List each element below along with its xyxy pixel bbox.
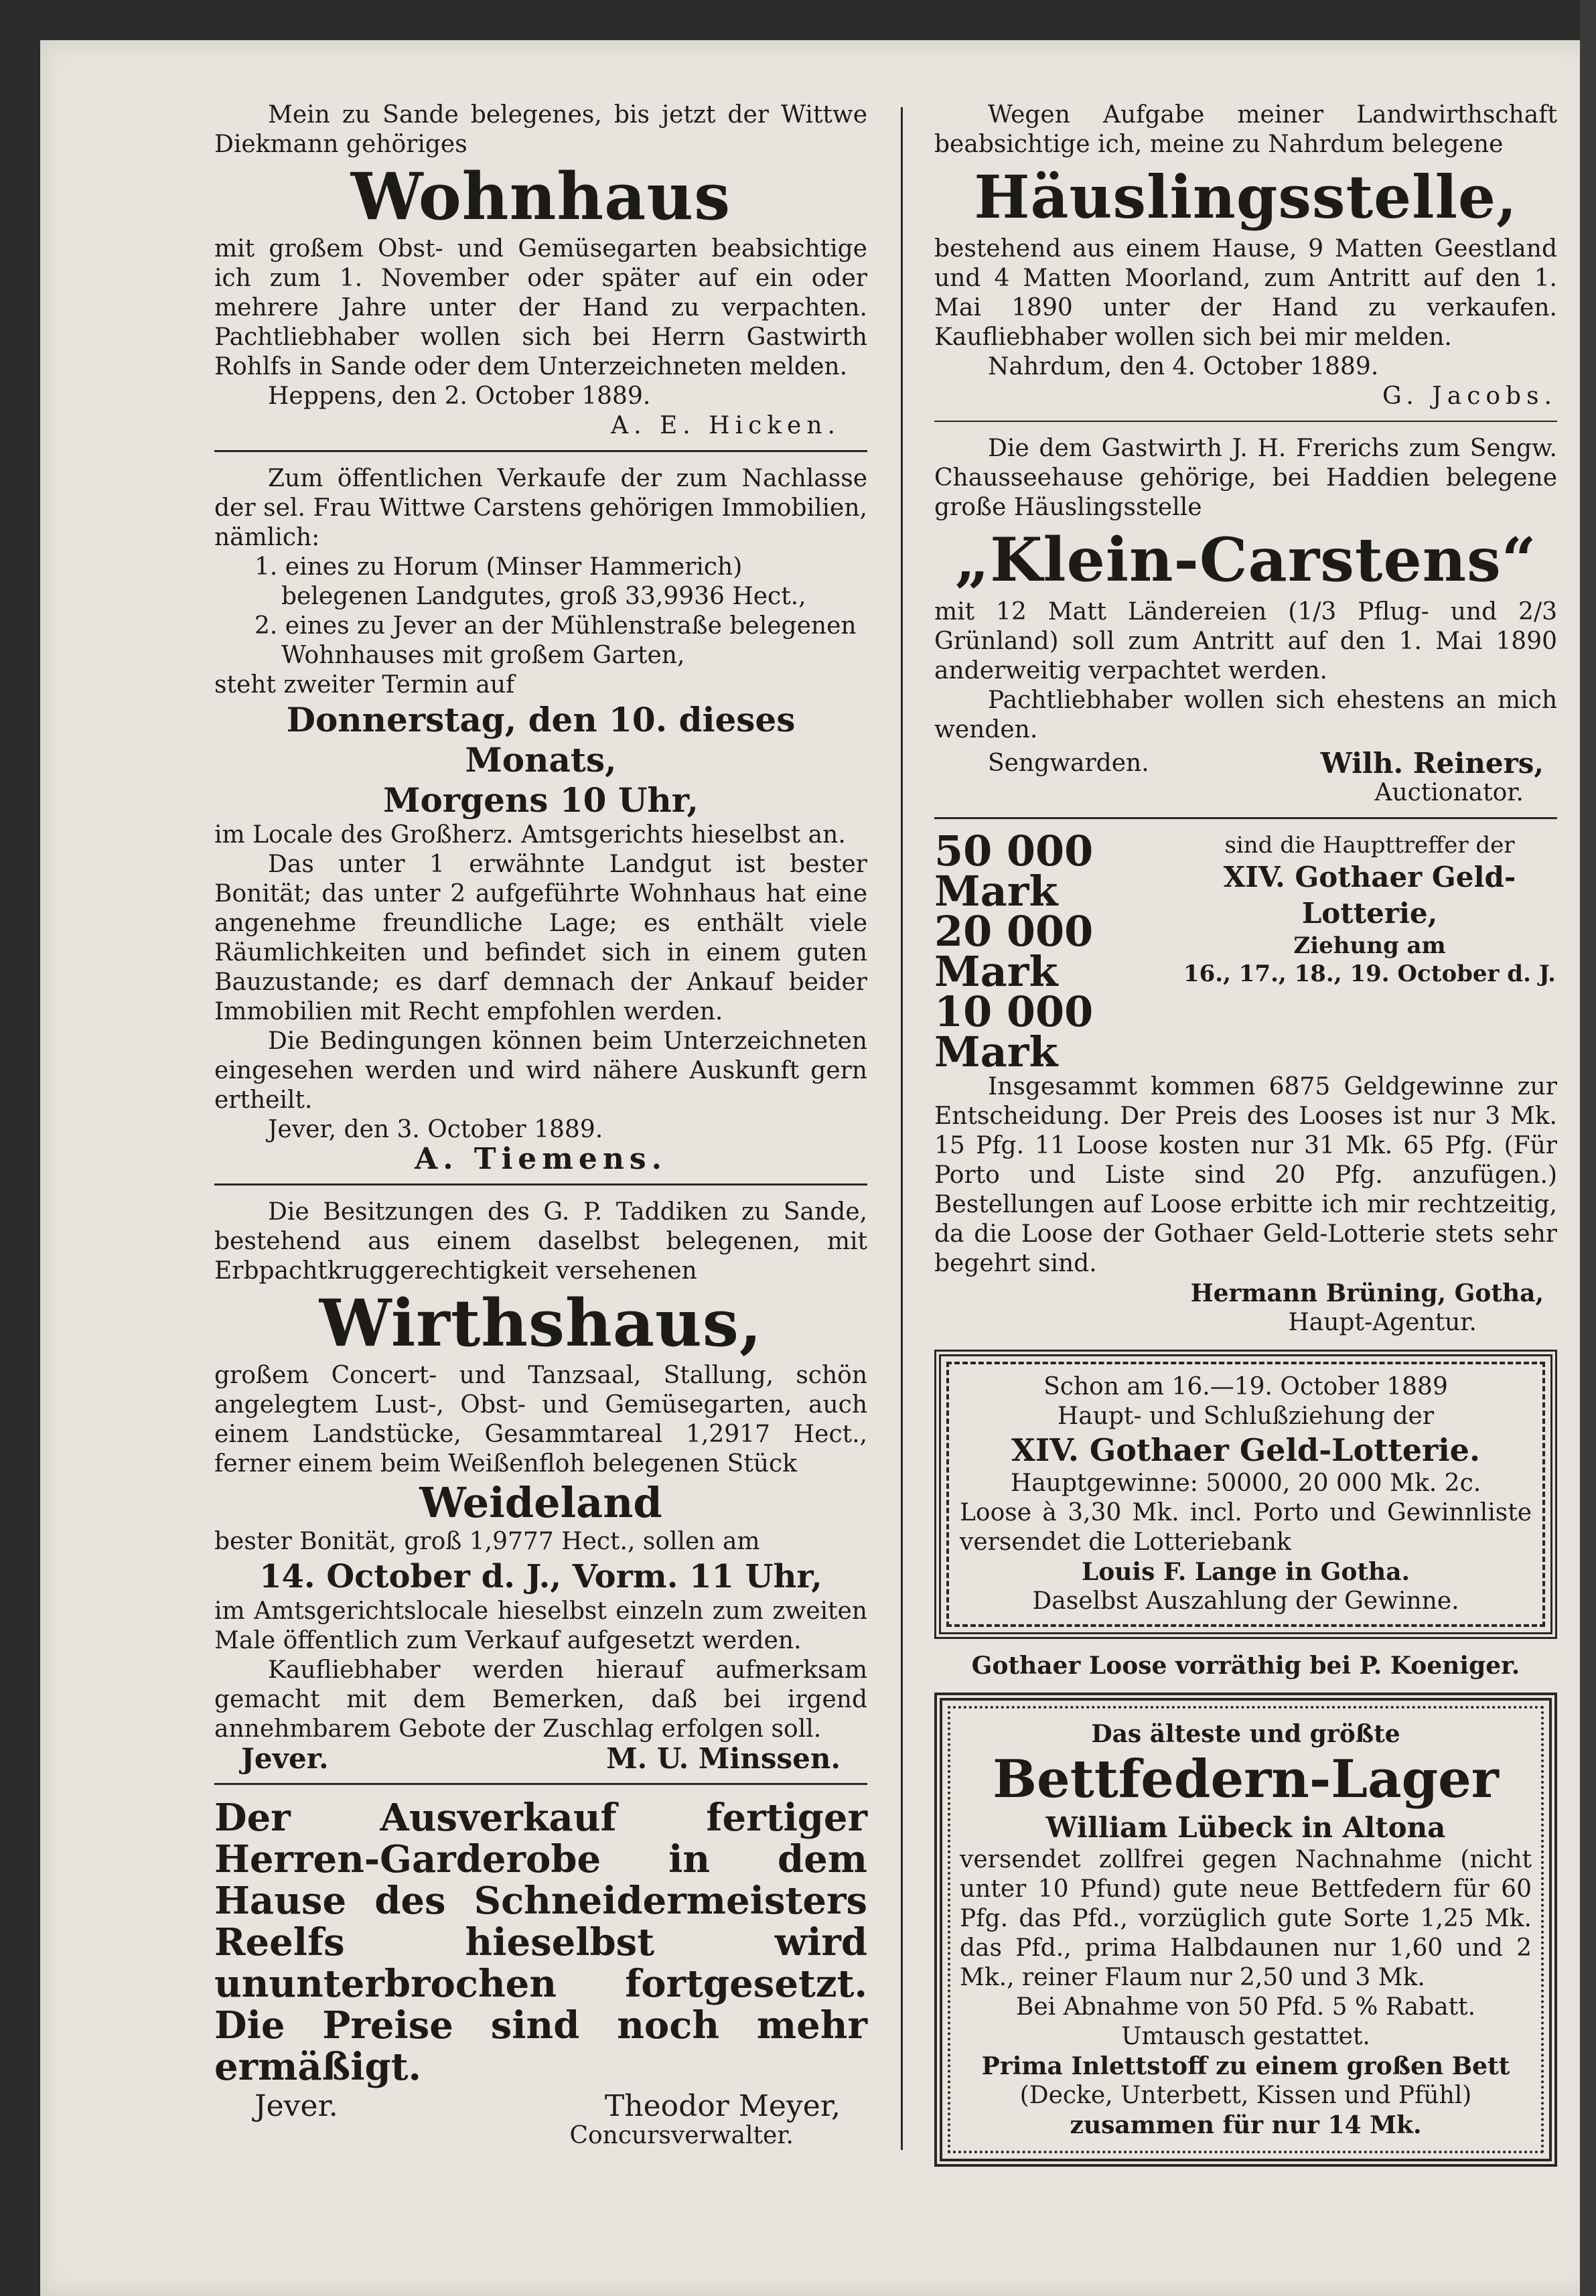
ad-klein-carstens [934, 434, 1557, 808]
ad-body: Insgesammt kommen 6875 Geldgewinne zur Entscheidung. Der Preis des Looses ist nur 3 Mk. 15 Pfg. 11 Loose kosten nur 31 Mk. 65 Pfg. (Für Porto und Liste sind 20 Pfg. anzufügen.) Bestellungen auf Loose erbitte ich mir rechtzeitig, da die Loose der Gothaer Geld-Lotterie stets sehr begehrt sind. [934, 1073, 1557, 1277]
ad-bettfedern [934, 1693, 1557, 2167]
prize-amount: 10 000 Mark [934, 987, 1094, 1076]
ad-dateline: Heppens, den 2. October 1889. [268, 382, 651, 410]
ad-body-4: Kaufliebhaber werden hierauf aufmerksam gemacht mit dem Bemerken, daß bei irgend annehmbarem Gebote der Zuschlag erfolgen soll. [214, 1656, 867, 1743]
ad-line: Umtausch gestattet. [1121, 2023, 1370, 2050]
scan-edge [1580, 0, 1596, 2296]
ad-role: Haupt-Agentur. [1288, 1309, 1477, 1336]
ad-signature: Theodor Meyer, [604, 2089, 841, 2123]
ad-title: „Klein-Carstens“ [954, 524, 1537, 595]
ad-title: Bettfedern-Lager [993, 1749, 1499, 1810]
ad-company: William Lübeck in Altona [1045, 1811, 1446, 1844]
ad-lotterie-lange [934, 1350, 1557, 1639]
ad-text: Der Ausverkauf fertiger Herren-Garderobe in dem Hause des Schneidermeisters Reelfs hieselbst wird ununterbrochen fortgesetzt. Die Preise sind noch mehr ermäßigt. [214, 1796, 867, 2089]
ad-body: Das unter 1 erwähnte Landgut ist bester Bonität; das unter 2 aufgeführte Wohnhaus hat eine angenehme freundliche Lage; es enthält viele Räumlichkeiten und befindet sich in einem guten Bauzustande; es darf demnach der Ankauf beider Immobilien mit Recht empfohlen werden. [214, 851, 867, 1025]
ad-role: Auctionator. [1374, 779, 1524, 806]
ad-signature: G. Jacobs. [1382, 382, 1557, 410]
ad-intro: Zum öffentlichen Verkaufe der zum Nachlasse der sel. Frau Wittwe Carstens gehörigen Immobilien, nämlich: [214, 465, 867, 551]
ad-body: großem Concert- und Tanzsaal, Stallung, schön angelegtem Lust-, Obst- und Gemüsegarten, auch einem Landstücke, Gesammtareal 1,2917 Hect., ferner einem beim Weißenfloh belegenen Stück [214, 1362, 867, 1478]
ad-koeniger: Gothaer Loose vorräthig bei P. Koeniger. [971, 1652, 1520, 1680]
lottery-line: Haupt- und Schlußziehung der [1057, 1403, 1435, 1430]
ad-intro: Die dem Gastwirth J. H. Frerichs zum Sengw. Chausseehause gehörige, bei Haddien belegene große Häuslingsstelle [934, 435, 1557, 521]
ad-line: Bei Abnahme von 50 Pfd. 5 % Rabatt. [1015, 1993, 1476, 2021]
left-column [214, 100, 867, 2151]
lottery-prizes: Hauptgewinne: 50000, 20 000 Mk. 2c. [1010, 1469, 1481, 1497]
separator [214, 1183, 867, 1186]
ad-line: Prima Inlettstoff zu einem großen Bett [981, 2052, 1510, 2080]
ad-intro: Mein zu Sande belegenes, bis jetzt der Wittwe Diekmann gehöriges [214, 101, 867, 158]
ad-location: im Locale des Großherz. Amtsgerichts hieselbst an. [214, 821, 846, 849]
prize-amounts [934, 827, 1182, 1076]
ad-line: (Decke, Unterbett, Kissen und Pfühl) [1019, 2082, 1472, 2109]
prize-amount: 50 000 Mark [934, 827, 1094, 916]
list-item: 2. eines zu Jever an der Mühlenstraße belegenen Wohnhauses mit großem Garten, [255, 612, 857, 669]
ad-body-2: bester Bonität, groß 1,9777 Hect., sollen am [214, 1528, 760, 1555]
ad-haeuslingsstelle [934, 100, 1557, 411]
lottery-bank: Louis F. Lange in Gotha. [1081, 1558, 1410, 1586]
ad-body: mit großem Obst- und Gemüsegarten beabsichtige ich zum 1. November oder später auf ein oder mehrere Jahre unter der Hand zu verpachten. Pachtliebhaber wollen sich bei Herrn Gastwirth Rohlfs in Sande oder dem Unterzeichneten melden. [214, 235, 867, 380]
lottery-title: XIV. Gothaer Geld-Lotterie. [1011, 1432, 1480, 1468]
separator [934, 421, 1557, 422]
ad-title: Wirthshaus, [319, 1285, 763, 1361]
ad-lotterie-bruening [934, 827, 1557, 1338]
ad-body: versendet zollfrei gegen Nachnahme (nicht unter 10 Pfund) gute neue Bettfedern für 60 Pfg. das Pfd., vorzüglich gute Sorte 1,25 Mk. das Pfd., prima Halbdaunen nur 1,60 und 2 Mk., reiner Flaum nur 2,50 und 3 Mk. [960, 1846, 1532, 1991]
lottery-line: Loose à 3,30 Mk. incl. Porto und Gewinnliste versendet die Lotteriebank [960, 1499, 1532, 1556]
lottery-title: XIV. Gothaer Geld-Lotterie, [1223, 861, 1516, 930]
lottery-line: sind die Haupttreffer der [1224, 832, 1515, 859]
lottery-line: Schon am 16.—19. October 1889 [1043, 1373, 1448, 1401]
ad-footer [934, 745, 1557, 778]
ad-place: Jever. [241, 1742, 329, 1775]
draw-dates: 16., 17., 18., 19. October d. J. [1183, 960, 1556, 987]
ad-intro: Wegen Aufgabe meiner Landwirthschaft beabsichtige ich, meine zu Nahrdum belegene [934, 101, 1557, 158]
ad-wohnhaus [214, 100, 867, 441]
ad-footer [214, 1744, 867, 1774]
ad-dateline: Nahrdum, den 4. October 1889. [988, 353, 1379, 380]
ad-body-3: im Amtsgerichtslocale hieselbst einzeln zum zweiten Male öffentlich zum Verkauf aufgesetzt werden. [214, 1597, 867, 1654]
ad-pre-date: steht zweiter Termin auf [214, 671, 515, 699]
ad-signature: Wilh. Reiners, [1320, 747, 1544, 780]
ad-footer [214, 2088, 867, 2121]
ad-signature: A. E. Hicken. [611, 412, 841, 439]
ad-intro: Die Besitzungen des G. P. Taddiken zu Sande, bestehend aus einem daselbst belegenen, mit Erbpachtkruggerechtigkeit versehenen [214, 1198, 867, 1285]
draw-label: Ziehung am [1293, 932, 1446, 959]
ad-nachlass-verkauf [214, 464, 867, 1174]
auction-date: Donnerstag, den 10. dieses Monats, [286, 700, 796, 780]
ad-place: Jever. [255, 2089, 338, 2123]
separator [214, 1783, 867, 1785]
separator [214, 450, 867, 452]
ad-title: Wohnhaus [350, 159, 731, 234]
ad-signature: A. Tiemens. [415, 1142, 667, 1176]
ad-signature: Hermann Brüning, Gotha, [1190, 1279, 1544, 1307]
ad-body: bestehend aus einem Hause, 9 Matten Geestland und 4 Matten Moorland, zum Antritt auf den 1. Mai 1890 unter der Hand zu verkaufen. Kaufliebhaber wollen sich bei mir melden. [934, 235, 1557, 351]
list-item: 1. eines zu Horum (Minser Hammerich) belegenen Landgutes, groß 33,9936 Hect., [255, 553, 806, 610]
separator [934, 817, 1557, 819]
ad-title: Häuslingsstelle, [974, 162, 1518, 232]
right-column [934, 100, 1557, 2167]
ad-place: Sengwarden. [988, 749, 1149, 777]
ad-line: zusammen für nur 14 Mk. [1070, 2111, 1422, 2139]
item-list [214, 553, 867, 670]
ad-body: mit 12 Matt Ländereien (1/3 Pflug- und 2/3 Grünland) soll zum Antritt auf den 1. Mai 1890 anderweitig verpachtet werden. [934, 598, 1557, 685]
lottery-header [934, 827, 1557, 1076]
ad-line: Das älteste und größte [1091, 1720, 1400, 1748]
lottery-info [1182, 831, 1557, 988]
column-divider [901, 107, 903, 2150]
auction-date: 14. October d. J., Vorm. 11 Uhr, [259, 1558, 822, 1595]
ad-ausverkauf [214, 1797, 867, 2151]
ad-signature: M. U. Minssen. [606, 1742, 841, 1775]
ad-title-2: Weideland [419, 1478, 662, 1527]
ad-dateline: Jever, den 3. October 1889. [268, 1116, 603, 1143]
lottery-line: Daselbst Auszahlung der Gewinne. [1032, 1587, 1459, 1615]
ad-role: Concursverwalter. [569, 2122, 794, 2149]
auction-time: Morgens 10 Uhr, [383, 780, 699, 820]
prize-amount: 20 000 Mark [934, 907, 1094, 996]
ad-wirthshaus [214, 1198, 867, 1774]
ad-body-2: Die Bedingungen können beim Unterzeichneten eingesehen werden und wird nähere Auskunft gern ertheilt. [214, 1027, 867, 1114]
ad-body-2: Pachtliebhaber wollen sich ehestens an mich wenden. [934, 687, 1557, 743]
